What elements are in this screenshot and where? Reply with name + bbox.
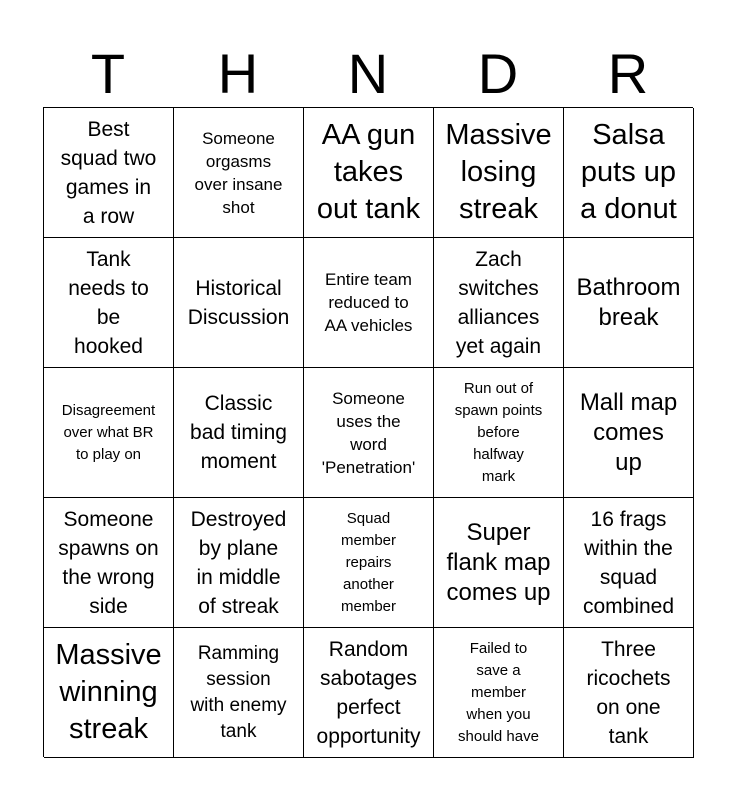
- bingo-header: [43, 40, 693, 108]
- header-letter-r: R: [607, 42, 649, 105]
- bingo-cell[interactable]: Failed to save a member when you should have: [434, 628, 564, 758]
- header-letter-h: H: [217, 42, 259, 105]
- bingo-cell[interactable]: Best squad two games in a row: [44, 108, 174, 238]
- bingo-cell[interactable]: Bathroom break: [564, 238, 694, 368]
- bingo-cell[interactable]: Disagreement over what BR to play on: [44, 368, 174, 498]
- bingo-grid: [43, 107, 693, 757]
- bingo-cell[interactable]: Run out of spawn points before halfway mark: [434, 368, 564, 498]
- bingo-cell[interactable]: Mall map comes up: [564, 368, 694, 498]
- bingo-cell[interactable]: Historical Discussion: [174, 238, 304, 368]
- bingo-cell[interactable]: Ramming session with enemy tank: [174, 628, 304, 758]
- bingo-cell[interactable]: AA gun takes out tank: [304, 108, 434, 238]
- bingo-cell[interactable]: Someone spawns on the wrong side: [44, 498, 174, 628]
- bingo-cell[interactable]: Super flank map comes up: [434, 498, 564, 628]
- bingo-cell[interactable]: Zach switches alliances yet again: [434, 238, 564, 368]
- bingo-cell[interactable]: Someone uses the word 'Penetration': [304, 368, 434, 498]
- bingo-cell[interactable]: Salsa puts up a donut: [564, 108, 694, 238]
- bingo-cell[interactable]: 16 frags within the squad combined: [564, 498, 694, 628]
- bingo-cell[interactable]: Massive losing streak: [434, 108, 564, 238]
- bingo-cell[interactable]: Squad member repairs another member: [304, 498, 434, 628]
- bingo-cell[interactable]: Classic bad timing moment: [174, 368, 304, 498]
- bingo-cell[interactable]: Massive winning streak: [44, 628, 174, 758]
- bingo-cell[interactable]: Entire team reduced to AA vehicles: [304, 238, 434, 368]
- header-letter-n: N: [347, 42, 389, 105]
- bingo-cell[interactable]: Three ricochets on one tank: [564, 628, 694, 758]
- bingo-cell[interactable]: Someone orgasms over insane shot: [174, 108, 304, 238]
- bingo-cell[interactable]: Tank needs to be hooked: [44, 238, 174, 368]
- bingo-cell[interactable]: Destroyed by plane in middle of streak: [174, 498, 304, 628]
- header-letter-t: T: [90, 42, 126, 105]
- header-letter-d: D: [477, 42, 519, 105]
- bingo-cell[interactable]: Random sabotages perfect opportunity: [304, 628, 434, 758]
